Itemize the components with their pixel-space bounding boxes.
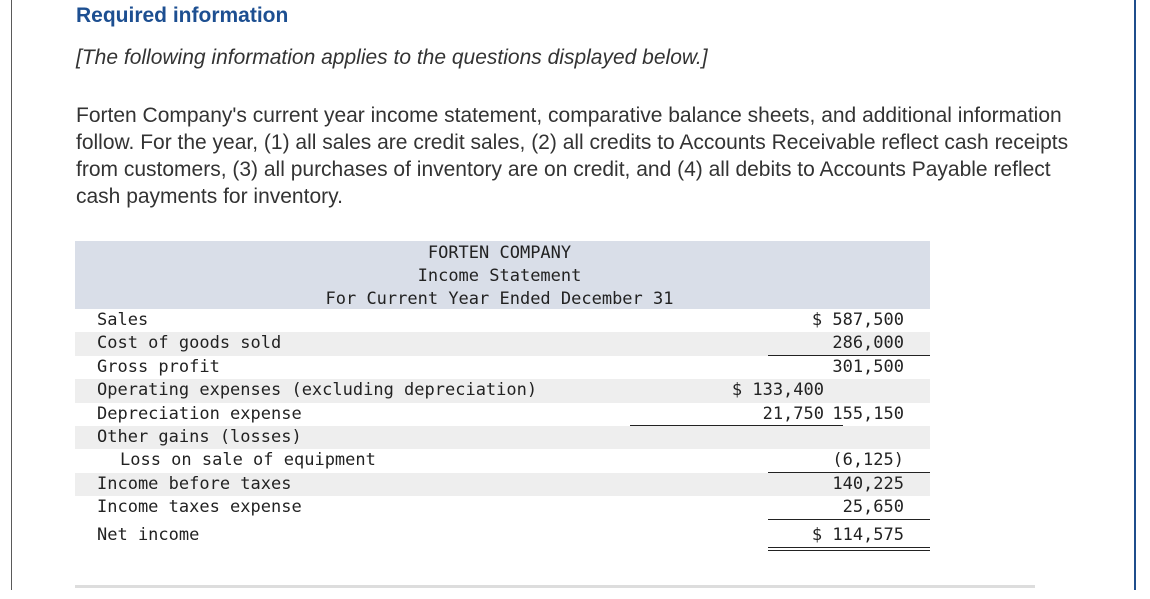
instruction-note: [The following information applies to the questions displayed below.] [76,46,708,69]
row-label: Operating expenses (excluding depreciation) [97,380,538,401]
row-label: Income before taxes [97,473,292,494]
row-total: 140,225 [832,473,904,494]
row-cost-of-goods-sold [75,332,930,355]
row-label: Other gains (losses) [97,426,302,447]
problem-description: Forten Company's current year income statement, comparative balance sheets, and additional information follow. For the year, (1) all sales are credit sales, (2) all credits to Accounts Receivable reflect cash receipts from customers, (3) all purchases of inventory are on credit, and (4) all debits to Accounts Payable reflect cash payments for inventory. [76,104,1069,208]
row-gross-profit [75,356,930,379]
row-label: Sales [97,310,149,330]
row-label: Net income [97,524,200,545]
row-label: Cost of goods sold [97,333,282,354]
row-amount: 21,750 [762,403,824,424]
row-label: Loss on sale of equipment [120,450,376,471]
row-other-gains-losses [75,426,930,449]
row-total: $ 114,575 [811,524,904,545]
row-total: 155,150 [832,403,904,424]
row-total: $ 587,500 [811,310,904,330]
row-total: 286,000 [832,333,904,354]
statement-period: For Current Year Ended December 31 [325,289,674,309]
row-loss-on-sale [75,449,930,472]
row-total: 25,650 [842,497,904,518]
row-operating-expenses [75,379,930,402]
row-total: 301,500 [832,356,904,377]
company-name: FORTEN COMPANY [427,243,572,263]
row-label: Gross profit [97,356,220,377]
row-sales [75,309,930,332]
row-label: Depreciation expense [97,403,302,424]
statement-header [75,241,930,309]
required-information-heading: Required information [76,4,289,27]
right-border [1134,0,1136,590]
row-depreciation-expense [75,403,930,426]
income-statement [75,241,930,550]
row-income-before-taxes [75,473,930,496]
double-underline [768,547,930,551]
row-label: Income taxes expense [97,497,302,518]
row-amount: $ 133,400 [731,380,824,401]
row-total: (6,125) [832,450,904,471]
row-income-taxes-expense [75,496,930,519]
row-net-income [75,520,930,550]
section-divider [75,585,1035,588]
left-border [11,0,12,590]
statement-name: Income Statement [417,266,582,286]
